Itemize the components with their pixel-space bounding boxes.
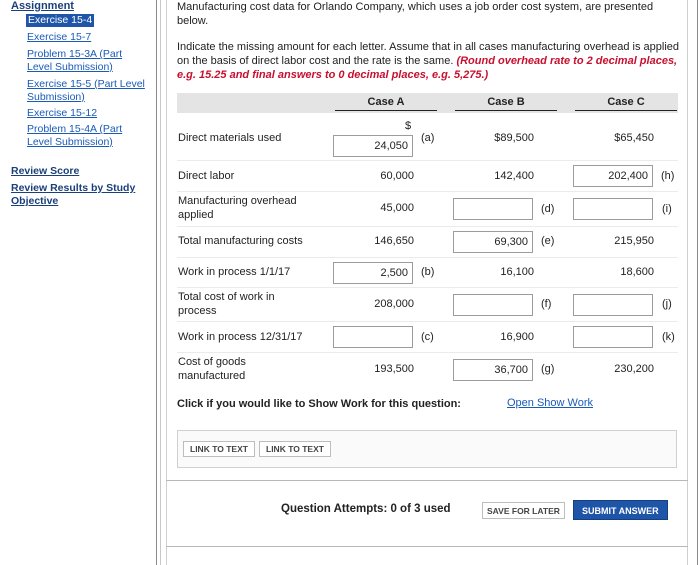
row-label-cogm: Cost of goods manufactured [178, 356, 246, 382]
header-case-c: Case C [575, 96, 677, 111]
value-case-c-cogm: 230,200 [614, 363, 654, 375]
value-case-a-direct-labor: 60,000 [380, 170, 414, 182]
letter-b: (b) [421, 266, 435, 278]
value-case-a-overhead: 45,000 [380, 202, 414, 214]
link-to-text-button-1[interactable]: LINK TO TEXT [183, 441, 255, 457]
row-separator [177, 352, 678, 353]
frame-divider-right [697, 0, 698, 565]
input-case-b-cogm[interactable]: 36,700 [453, 359, 533, 381]
value-case-a-total-cost-wip: 208,000 [374, 298, 414, 310]
review-results-link[interactable]: Review Results by Study Objective [11, 182, 136, 207]
frame-divider-left-inner [160, 0, 161, 565]
row-label-direct-labor: Direct labor [178, 170, 235, 182]
sidebar-link-exercise-15-12[interactable]: Exercise 15-12 [27, 107, 98, 119]
row-label-total-cost-wip: Total cost of work in process [178, 291, 275, 317]
value-case-a-cogm: 193,500 [374, 363, 414, 375]
value-case-c-total-manufacturing: 215,950 [614, 235, 654, 247]
link-to-text-button-2[interactable]: LINK TO TEXT [259, 441, 331, 457]
letter-a: (a) [421, 132, 435, 144]
content-bottom-border [166, 546, 688, 547]
question-instruction [177, 40, 687, 82]
input-case-b-overhead[interactable] [453, 198, 533, 220]
value-case-c-direct-materials: $65,450 [614, 132, 654, 144]
row-label-total-manufacturing-costs: Total manufacturing costs [178, 235, 303, 247]
input-case-a-wip-beginning[interactable]: 2,500 [333, 262, 413, 284]
input-case-a-direct-materials[interactable]: 24,050 [333, 135, 413, 157]
content-separator [166, 480, 688, 481]
input-case-c-total-cost-wip[interactable] [573, 294, 653, 316]
value-case-a-total-manufacturing: 146,650 [374, 235, 414, 247]
open-show-work-link[interactable]: Open Show Work [507, 397, 594, 409]
header-case-a: Case A [335, 96, 437, 111]
currency-symbol: $ [405, 120, 412, 132]
question-intro: Manufacturing cost data for Orlando Company, which uses a job order cost system, are presented below. [177, 1, 654, 27]
value-case-c-wip-beginning: 18,600 [620, 266, 654, 278]
row-separator [177, 160, 678, 161]
value-case-b-direct-labor: 142,400 [494, 170, 534, 182]
letter-d: (d) [541, 203, 555, 215]
row-label-wip-ending: Work in process 12/31/17 [178, 331, 303, 343]
letter-f: (f) [541, 298, 552, 310]
sidebar-link-problem-15-3a[interactable]: Problem 15-3A (Part Level Submission) [27, 48, 123, 73]
sidebar-link-exercise-15-7[interactable]: Exercise 15-7 [27, 31, 92, 43]
row-label-wip-beginning: Work in process 1/1/17 [178, 266, 291, 278]
row-separator [177, 321, 678, 322]
rounding-note: (Round overhead rate to 2 decimal places, e.g. 15.25 and final answers to 0 decimal places, e.g. 5,275.) [177, 55, 678, 81]
sidebar-title[interactable]: Assignment [11, 0, 74, 12]
header-case-b: Case B [455, 96, 557, 111]
review-score-link[interactable]: Review Score [11, 165, 80, 177]
input-case-c-direct-labor[interactable]: 202,400 [573, 165, 653, 187]
show-work-prompt: Click if you would like to Show Work for this question: [177, 398, 461, 410]
value-case-b-wip-beginning: 16,100 [500, 266, 534, 278]
row-label-direct-materials: Direct materials used [178, 132, 282, 144]
row-separator [177, 226, 678, 227]
sidebar-link-problem-15-4a[interactable]: Problem 15-4A (Part Level Submission) [27, 123, 123, 148]
row-label-manufacturing-overhead: Manufacturing overhead applied [178, 195, 297, 221]
sidebar-link-exercise-15-5[interactable]: Exercise 15-5 (Part Level Submission) [27, 78, 145, 103]
input-case-b-total-manufacturing[interactable]: 69,300 [453, 231, 533, 253]
save-for-later-button[interactable]: SAVE FOR LATER [482, 502, 565, 519]
row-separator [177, 257, 678, 258]
frame-divider-left [156, 0, 157, 565]
input-case-a-wip-ending[interactable] [333, 326, 413, 348]
question-attempts: Question Attempts: 0 of 3 used [281, 503, 451, 515]
letter-e: (e) [541, 235, 555, 247]
letter-g: (g) [541, 363, 555, 375]
letter-k: (k) [662, 331, 675, 343]
sidebar-link-exercise-15-4[interactable]: Exercise 15-4 [28, 14, 93, 26]
input-case-c-wip-ending[interactable] [573, 326, 653, 348]
row-separator [177, 287, 678, 288]
value-case-b-wip-ending: 16,900 [500, 331, 534, 343]
input-case-b-total-cost-wip[interactable] [453, 294, 533, 316]
submit-answer-button[interactable]: SUBMIT ANSWER [573, 500, 668, 520]
letter-c: (c) [421, 331, 434, 343]
value-case-b-direct-materials: $89,500 [494, 132, 534, 144]
letter-j: (j) [662, 298, 672, 310]
instruction-text: Indicate the missing amount for each letter. Assume that in all cases manufacturing overhead is applied on the basis of direct labor cost and the rate is the same. [177, 41, 680, 67]
sidebar [0, 0, 152, 565]
input-case-c-overhead[interactable] [573, 198, 653, 220]
letter-h: (h) [661, 170, 675, 182]
row-separator [177, 191, 678, 192]
letter-i: (i) [662, 203, 672, 215]
